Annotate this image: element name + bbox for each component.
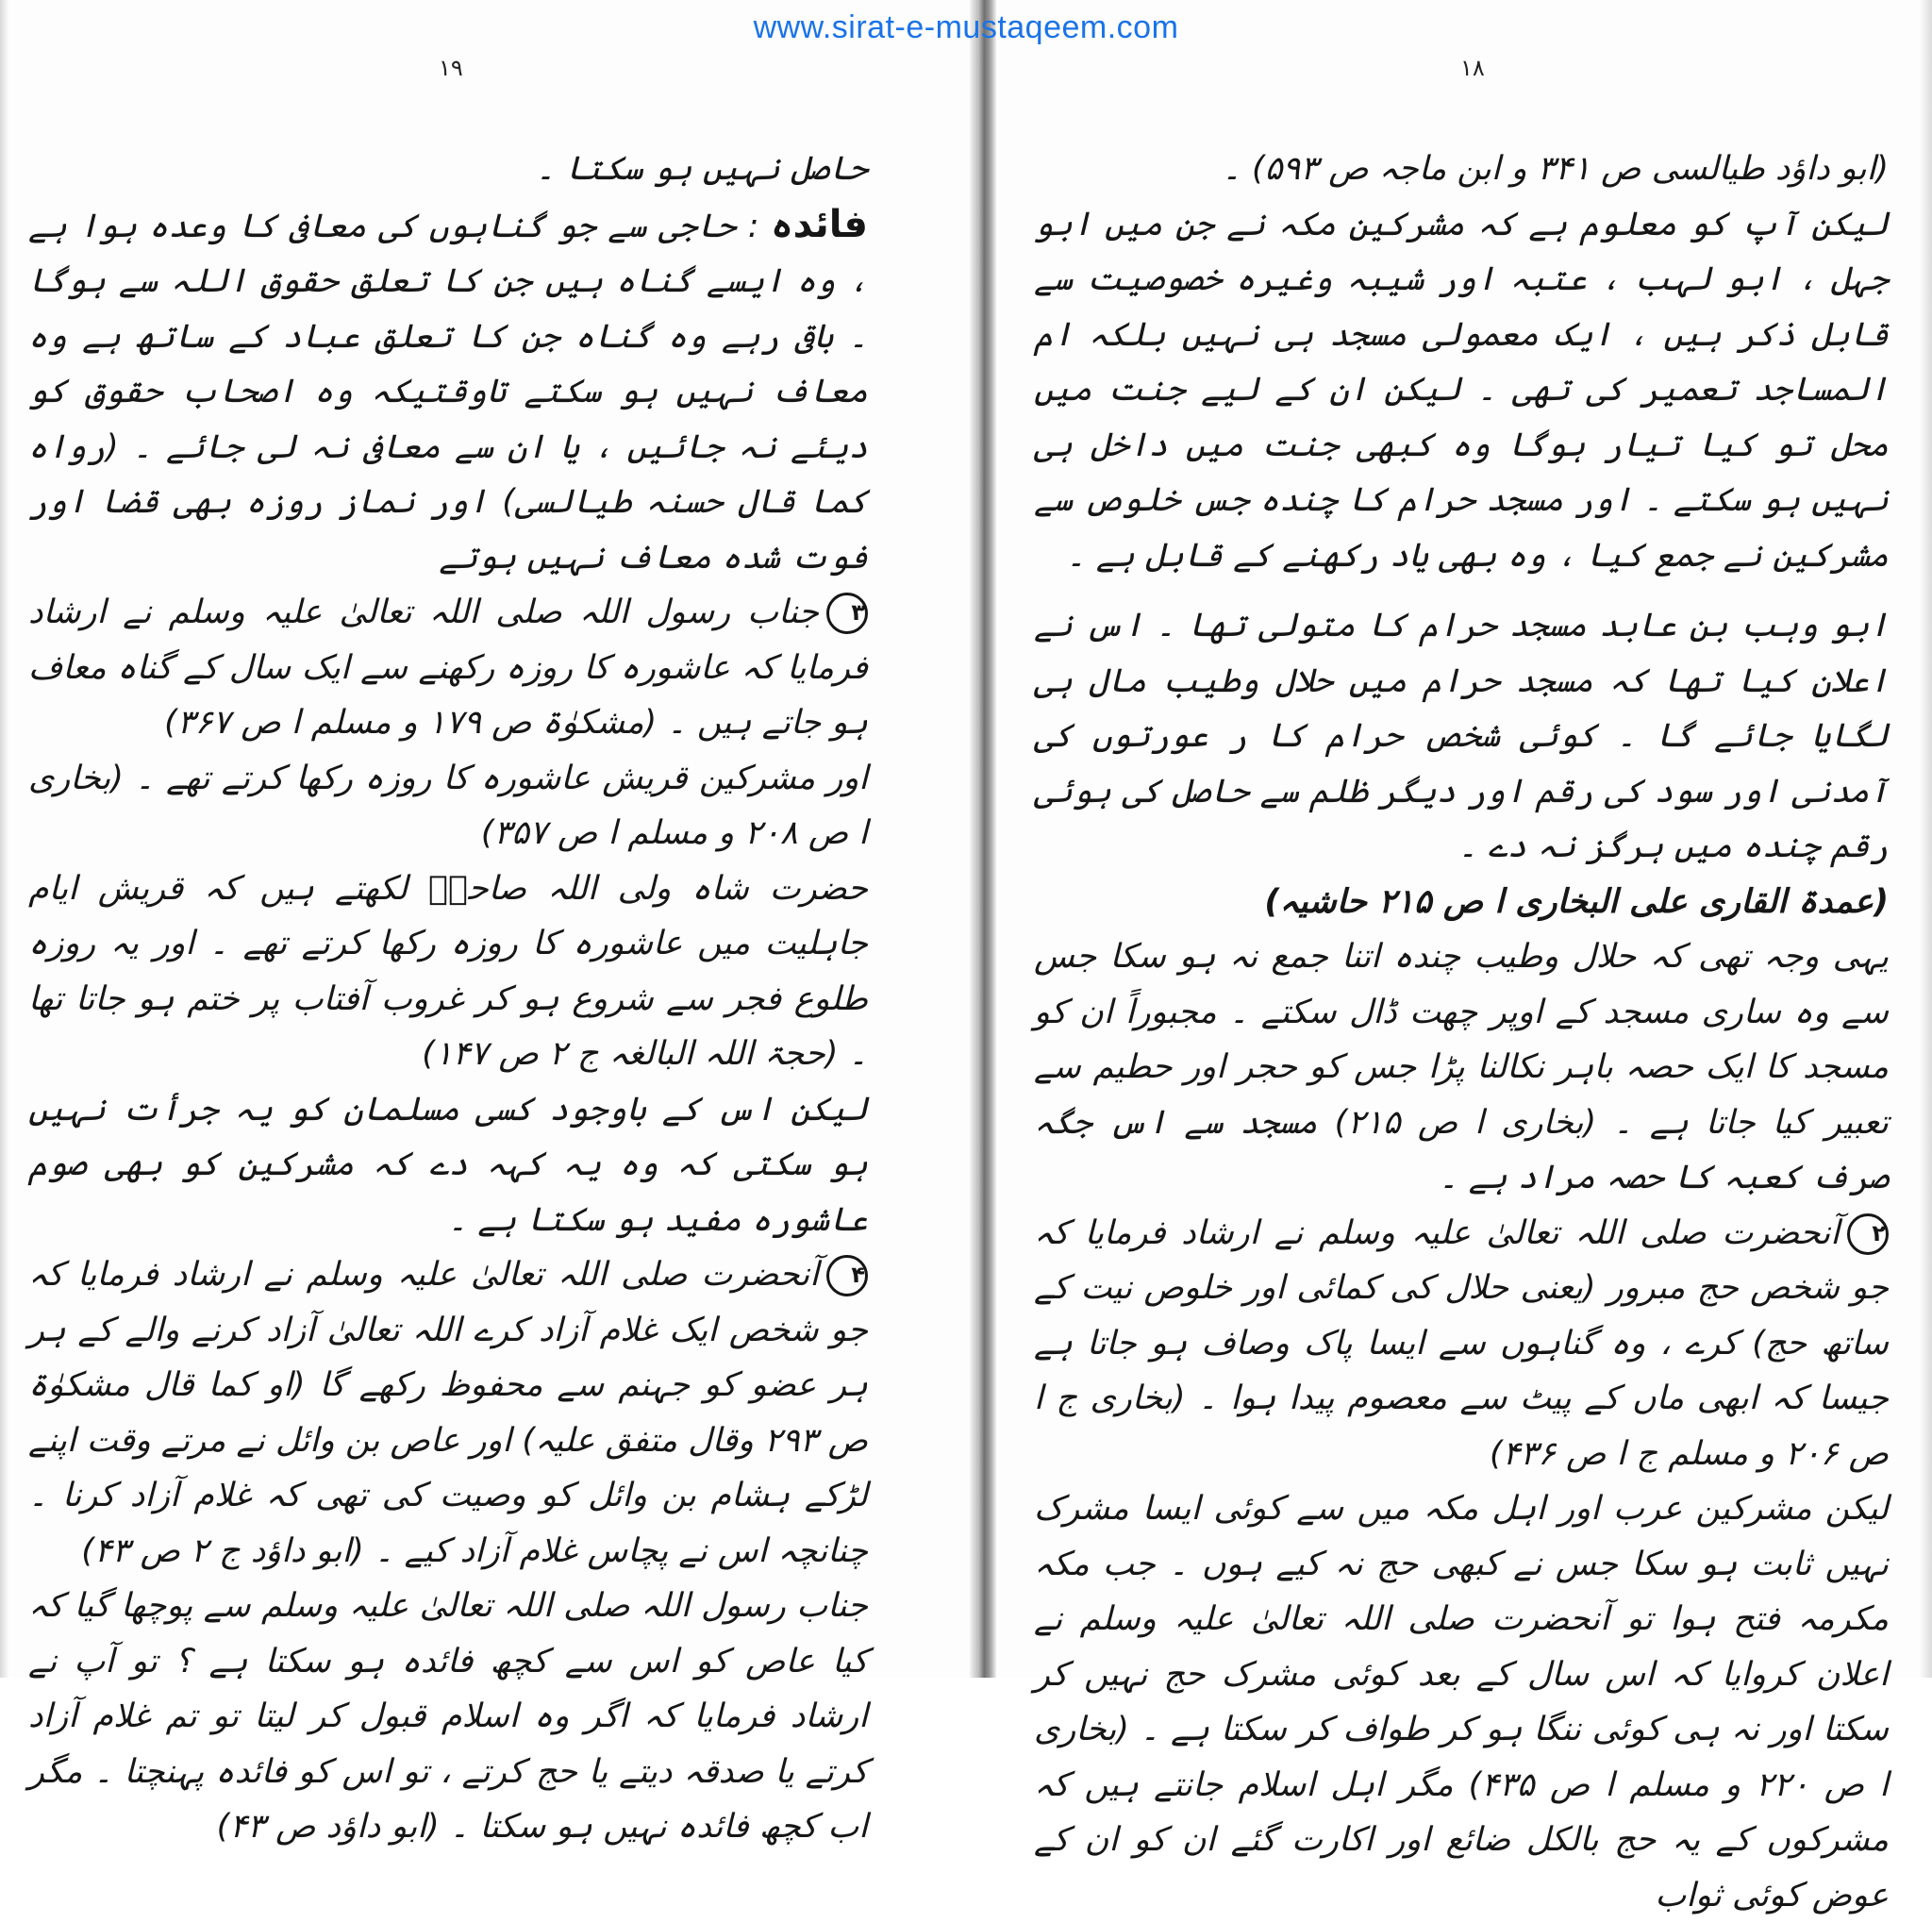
page-number: ۱۹ xyxy=(439,55,463,81)
circled-number: ۴ xyxy=(826,1255,868,1296)
paragraph xyxy=(1034,929,1889,1206)
paragraph-text: لیکن آپ کو معلوم ہے کہ مشرکین مکہ نے جن میں ابو جہل ، ابو لہب ، عتبہ اور شیبہ وغیرہ خصوصیت سے قابل ذکر ہیں ، ایک معمولی مسجد ہی نہیں بلکہ ام المساجد تعمیر کی تھی ۔ لیکن ان کے لیے جنت میں محل تو کیا تیار ہوگا وہ کبھی جنت میں داخل ہی نہیں ہو سکتے ۔ اور مسجد حرام کا چندہ جس خلوص سے مشرکین نے جمع کیا ، وہ بھی یاد رکھنے کے قابل ہے ۔ xyxy=(1034,205,1889,575)
paragraph-text: لیکن مشرکین عرب اور اہل مکہ میں سے کوئی ایسا مشرک نہیں ثابت ہو سکا جس نے کبھی حج نہ کیے ہوں ۔ جب مکہ مکرمہ فتح ہوا تو آنحضرت صلی اللہ تعالیٰ علیہ وسلم نے اعلان کروایا کہ اس سال کے بعد کوئی مشرک حج نہیں کر سکتا اور نہ ہی کوئی ننگا ہو کر طواف کر سکتا ہے ۔ (بخاری ا ص ۲۲۰ و مسلم ا ص ۴۳۵) مگر اہل اسلام جانتے ہیں کہ مشرکوں کے یہ حج بالکل ضائع اور اکارت گئے ان کو ان کے عوض کوئی ثواب xyxy=(1034,1490,1889,1915)
page-edge-shadow xyxy=(0,0,9,1678)
paragraph xyxy=(28,1579,868,1855)
paragraph xyxy=(28,142,868,197)
paragraph-text: یہی وجہ تھی کہ حلال وطیب چندہ اتنا جمع نہ ہو سکا جس سے وہ ساری مسجد کے اوپر چھت ڈال سکتے ۔ مجبوراً ان کو مسجد کا ایک حصہ باہر نکالنا پڑا جس کو حجر اور حطیم سے تعبیر کیا جاتا ہے ۔ (بخاری ا ص ۲۱۵) مسجد سے اس جگہ صرف کعبہ کا حصہ مراد ہے ۔ xyxy=(1034,938,1889,1196)
page-body xyxy=(28,142,868,1855)
note-keyword: فائدہ xyxy=(771,202,868,246)
reference-heading xyxy=(1034,875,1889,930)
paragraph xyxy=(1034,142,1889,197)
paragraph-text: حاصل نہیں ہو سکتا ۔ xyxy=(535,150,868,188)
page-edge-shadow xyxy=(1919,0,1932,1678)
paragraph xyxy=(28,861,868,1082)
paragraph-text: آنحضرت صلی اللہ تعالیٰ علیہ وسلم نے ارشاد فرمایا کہ جو شخص حج مبرور (یعنی حلال کی کمائی اور خلوص نیت کے ساتھ حج) کرے ، وہ گناہوں سے ایسا پاک وصاف ہو جاتا ہے جیسا کہ ابھی ماں کے پیٹ سے معصوم پیدا ہوا ۔ (بخاری ج ا ص ۲۰۶ و مسلم ج ا ص ۴۳۶) xyxy=(1034,1213,1889,1473)
left-page xyxy=(0,0,970,1846)
paragraph-text: اور مشرکین قریش عاشورہ کا روزہ رکھا کرتے تھے ۔ (بخاری ا ص ۲۰۸ و مسلم ا ص ۳۵۷) xyxy=(28,759,868,852)
paragraph-text: : حاجی سے جو گناہوں کی معافی کا وعدہ ہوا ہے ، وہ ایسے گناہ ہیں جن کا تعلق حقوق اللہ سے ہوگا ۔ باقی رہے وہ گناہ جن کا تعلق عباد کے ساتھ ہے وہ معاف نہیں ہو سکتے تاوقتیکہ وہ اصحاب حقوق کو دیئے نہ جائیں ، یا ان سے معافی نہ لی جائے ۔ (رواہ کما قال حسنہ طیالسی) اور نماز روزہ بھی قضا اور فوت شدہ معاف نہیں ہوتے xyxy=(28,207,868,577)
book-spine xyxy=(970,0,996,1678)
paragraph xyxy=(1034,1481,1889,1923)
paragraph-text: جناب رسول اللہ صلی اللہ تعالیٰ علیہ وسلم سے پوچھا گیا کہ کیا عاص کو اس سے کچھ فائدہ ہو سکتا ہے ؟ تو آپ نے ارشاد فرمایا کہ اگر وہ اسلام قبول کر لیتا تو تم غلام آزاد کرتے یا صدقہ دیتے یا حج کرتے ، تو اس کو فائدہ پہنچتا ۔ مگر اب کچھ فائدہ نہیں ہو سکتا ۔ (ابو داؤد ص ۴۳) xyxy=(28,1587,868,1846)
paragraph xyxy=(28,585,868,751)
paragraph xyxy=(1034,598,1889,875)
page-number: ۱۸ xyxy=(1460,55,1485,81)
paragraph xyxy=(28,751,868,861)
paragraph xyxy=(1034,1206,1889,1482)
paragraph-text: (ابو داؤد طیالسی ص ۳۴۱ و ابن ماجہ ص ۵۹۳) ۔ xyxy=(1222,150,1889,188)
paragraph-text: حضرت شاہ ولی اللہ صاحبؒ لکھتے ہیں کہ قریش ایام جاہلیت میں عاشورہ کا روزہ رکھا کرتے تھے ۔ اور یہ روزہ طلوع فجر سے شروع ہو کر غروب آفتاب پر ختم ہو جاتا تھا ۔ (حجۃ اللہ البالغہ ج ۲ ص ۱۴۷) xyxy=(28,869,868,1073)
website-watermark: www.sirat-e-mustaqeem.com xyxy=(753,9,1179,45)
circled-number: ۳ xyxy=(826,593,868,634)
right-page xyxy=(996,0,1932,1915)
paragraph-text: آنحضرت صلی اللہ تعالیٰ علیہ وسلم نے ارشاد فرمایا کہ جو شخص ایک غلام آزاد کرے اللہ تعالیٰ آزاد کرنے والے کے ہر ہر عضو کو جہنم سے محفوظ رکھے گا (او کما قال مشکوٰۃ ص ۲۹۳ وقال متفق علیہ) اور عاص بن وائل نے مرتے وقت اپنے لڑکے ہشام بن وائل کو وصیت کی تھی کہ غلام آزاد کرنا ۔ چنانچہ اس نے پچاس غلام آزاد کیے ۔ (ابو داؤد ج ۲ ص ۴۳) xyxy=(28,1256,868,1570)
circled-number: ۲ xyxy=(1847,1213,1889,1255)
paragraph xyxy=(28,1247,868,1579)
paragraph xyxy=(1034,197,1889,584)
paragraph-text: ابو وہب بن عابد مسجد حرام کا متولی تھا ۔ اس نے اعلان کیا تھا کہ مسجد حرام میں حلال وطیب مال ہی لگایا جائے گا ۔ کوئی شخص حرام کا ر عورتوں کی آمدنی اور سود کی رقم اور دیگر ظلم سے حاصل کی ہوئی رقم چندہ میں ہرگز نہ دے ۔ xyxy=(1034,607,1889,865)
page-body xyxy=(1034,142,1889,1923)
paragraph-text: جناب رسول اللہ صلی اللہ تعالیٰ علیہ وسلم نے ارشاد فرمایا کہ عاشورہ کا روزہ رکھنے سے ایک سال کے گناہ معاف ہو جاتے ہیں ۔ (مشکوٰۃ ص ۱۷۹ و مسلم ا ص ۳۶۷) xyxy=(28,594,868,742)
paragraph xyxy=(28,197,868,586)
paragraph xyxy=(28,1082,868,1248)
paragraph-text: لیکن اس کے باوجود کسی مسلمان کو یہ جرأت نہیں ہو سکتی کہ وہ یہ کہہ دے کہ مشرکین کو بھی صوم عاشورہ مفید ہو سکتا ہے ۔ xyxy=(28,1090,868,1239)
paragraph-text: (عمدۃ القاری علی البخاری ا ص ۲۱۵ حاشیہ) xyxy=(1264,882,1889,921)
